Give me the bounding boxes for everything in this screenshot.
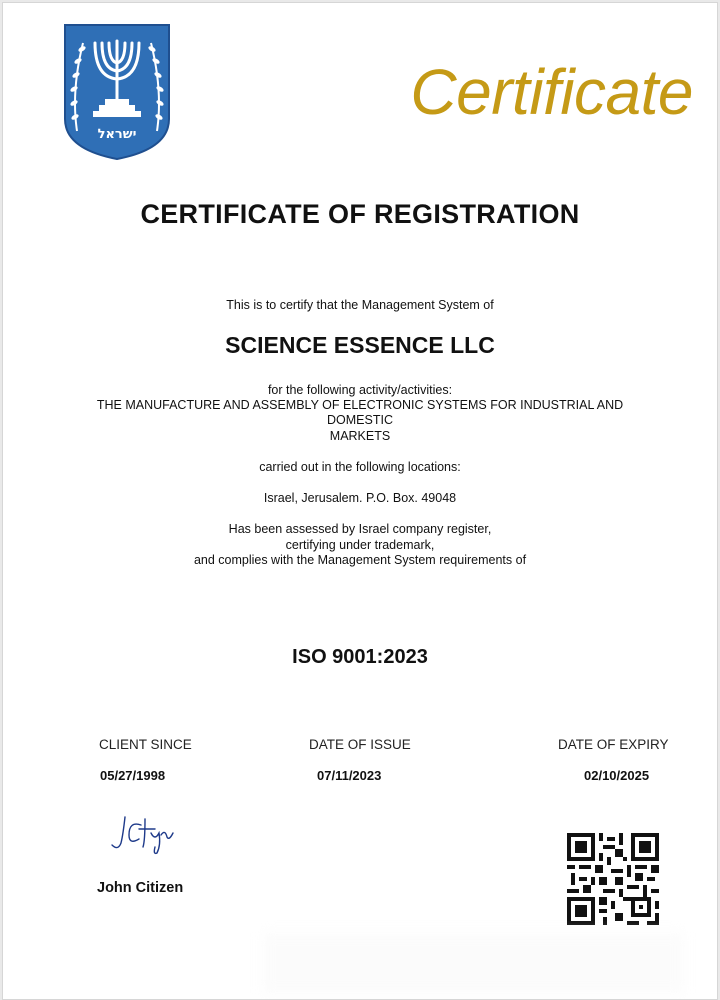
location-address: Israel, Jerusalem. P.O. Box. 49048 [263,491,457,505]
activity-line: DOMESTIC [327,413,393,427]
israel-emblem-menorah-icon [61,21,173,161]
assessment-line: Has been assessed by Israel company register, [228,522,492,536]
signature-scribble [107,811,177,859]
standard-name: ISO 9001:2023 [292,646,428,668]
svg-text:ישראל: ישראל [97,127,137,142]
certificate-heading: Certificate [410,56,693,128]
client-since-value: 05/27/1998 [100,768,166,783]
company-name: SCIENCE ESSENCE LLC [225,332,495,358]
page-title: CERTIFICATE OF REGISTRATION [140,199,580,229]
qr-code-icon [567,833,659,925]
activity-intro: for the following activity/activities: [267,383,453,397]
activity-line: MARKETS [329,429,391,443]
locations-intro: carried out in the following locations: [259,460,461,474]
activity-line: THE MANUFACTURE AND ASSEMBLY OF ELECTRONIC SYSTEMS FOR INDUSTRIAL AND [96,398,624,412]
certify-line: This is to certify that the Management System of [226,298,494,312]
certificate-page [2,2,718,1000]
assessment-line: certifying under trademark, [285,538,435,552]
expiry-date-value: 02/10/2025 [584,768,650,783]
issue-date-value: 07/11/2023 [317,768,382,783]
signer-name: John Citizen [97,880,184,896]
client-since-label: CLIENT SINCE [99,737,192,752]
issue-date-label: DATE OF ISSUE [309,737,411,752]
faded-watermark-area [263,933,683,993]
assessment-line: and complies with the Management System requirements of [193,553,527,567]
expiry-date-label: DATE OF EXPIRY [558,737,669,752]
